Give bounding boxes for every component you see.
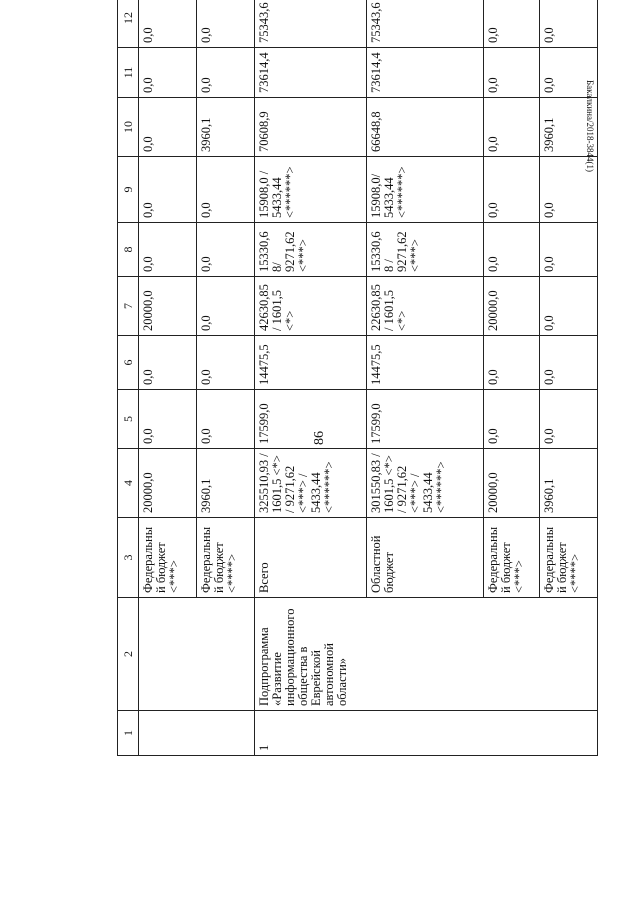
table-cell: 15330,6 8 / 9271,62 <***> <box>367 223 484 277</box>
header-cell: 1 <box>118 711 139 756</box>
table-cell: 0,0 <box>197 0 255 48</box>
table-cell: 0,0 <box>139 157 197 223</box>
budget-table <box>117 0 598 756</box>
table-cell: 66648,8 <box>367 98 484 157</box>
header-cell: 2 <box>118 598 139 711</box>
table-cell <box>139 598 197 711</box>
table-cell: 3960,1 <box>540 98 598 157</box>
table-cell: 0,0 <box>139 223 197 277</box>
table-cell: 0,0 <box>139 336 197 390</box>
table-cell: 22630,85 / 1601,5 <*> <box>367 277 484 336</box>
table-cell: 20000,0 <box>484 277 540 336</box>
table-cell: 0,0 <box>540 0 598 48</box>
header-row <box>118 0 139 756</box>
table-row <box>197 0 255 756</box>
table-row <box>255 0 367 756</box>
table-cell: 42630,85 / 1601,5 <*> <box>255 277 367 336</box>
header-cell: 11 <box>118 48 139 98</box>
table-cell: 1 <box>255 711 598 756</box>
table-cell: 15330,6 8/ 9271,62 <***> <box>255 223 367 277</box>
table-cell: 0,0 <box>484 0 540 48</box>
header-cell: 3 <box>118 518 139 598</box>
header-cell: 8 <box>118 223 139 277</box>
table-cell: 0,0 <box>197 390 255 449</box>
table-cell: 0,0 <box>197 48 255 98</box>
table-cell: Федеральный бюджет <***> <box>139 518 197 598</box>
table-cell: 15908,0/ 5433,44 <******> <box>367 157 484 223</box>
table-cell: 0,0 <box>484 336 540 390</box>
table-cell: Всего <box>255 518 367 598</box>
table-wrapper <box>117 2 582 756</box>
table-cell: 0,0 <box>484 98 540 157</box>
table-cell: 17599,0 <box>367 390 484 449</box>
table-cell: 0,0 <box>197 223 255 277</box>
table-cell: 0,0 <box>484 157 540 223</box>
table-cell: 73614,4 <box>255 48 367 98</box>
table-cell: 301550,83 / 1601,5 <*> / 9271,62 <***> / 5433,44 <******> <box>367 449 484 518</box>
table-cell: 20000,0 <box>484 449 540 518</box>
table-cell: 0,0 <box>540 336 598 390</box>
table-cell <box>197 711 255 756</box>
table-cell: 20000,0 <box>139 277 197 336</box>
document-code: Бакалкина/2018-3844(1) <box>585 80 595 172</box>
table-cell: 3960,1 <box>540 449 598 518</box>
table-cell: 0,0 <box>540 223 598 277</box>
header-cell: 12 <box>118 0 139 48</box>
table-cell: 0,0 <box>139 48 197 98</box>
page-number: 86 <box>312 431 327 445</box>
header-cell: 4 <box>118 449 139 518</box>
header-cell: 7 <box>118 277 139 336</box>
table-cell: Подпрограмма «Развитие информационного общества в Еврейской автономной области» <box>255 598 598 711</box>
table-cell: 0,0 <box>484 390 540 449</box>
table-cell: 0,0 <box>540 390 598 449</box>
table-cell: 70608,9 <box>255 98 367 157</box>
table-cell: 325510,93 / 1601,5 <*> / 9271,62 <***> / 5433,44 <******> <box>255 449 367 518</box>
table-cell: 20000,0 <box>139 449 197 518</box>
table-cell: Федеральный бюджет <****> <box>197 518 255 598</box>
table-cell: 0,0 <box>139 0 197 48</box>
table-cell: Областной бюджет <box>367 518 484 598</box>
header-cell: 6 <box>118 336 139 390</box>
table-cell: 73614,4 <box>367 48 484 98</box>
table-cell: 0,0 <box>139 390 197 449</box>
table-row <box>139 0 197 756</box>
table-cell: 0,0 <box>484 223 540 277</box>
table-cell: Федеральный бюджет <****> <box>540 518 598 598</box>
table-cell: 0,0 <box>197 277 255 336</box>
table-cell: 17599,0 <box>255 390 367 449</box>
table-cell: 0,0 <box>540 48 598 98</box>
table-cell: 75343,6 <box>367 0 484 48</box>
table-cell <box>197 598 255 711</box>
header-cell: 5 <box>118 390 139 449</box>
table-cell: 14475,5 <box>255 336 367 390</box>
table-cell: 0,0 <box>197 157 255 223</box>
table-cell: 3960,1 <box>197 449 255 518</box>
table-cell: 0,0 <box>540 157 598 223</box>
table-cell: 0,0 <box>197 336 255 390</box>
header-cell: 10 <box>118 98 139 157</box>
table-cell: 0,0 <box>484 48 540 98</box>
table-cell: 3960,1 <box>197 98 255 157</box>
table-cell: Федеральный бюджет <***> <box>484 518 540 598</box>
table-cell: 0,0 <box>540 277 598 336</box>
table-cell: 75343,6 <box>255 0 367 48</box>
header-cell: 9 <box>118 157 139 223</box>
table-cell <box>139 711 197 756</box>
table-cell: 0,0 <box>139 98 197 157</box>
table-cell: 15908,0 / 5433,44 <******> <box>255 157 367 223</box>
table-cell: 14475,5 <box>367 336 484 390</box>
